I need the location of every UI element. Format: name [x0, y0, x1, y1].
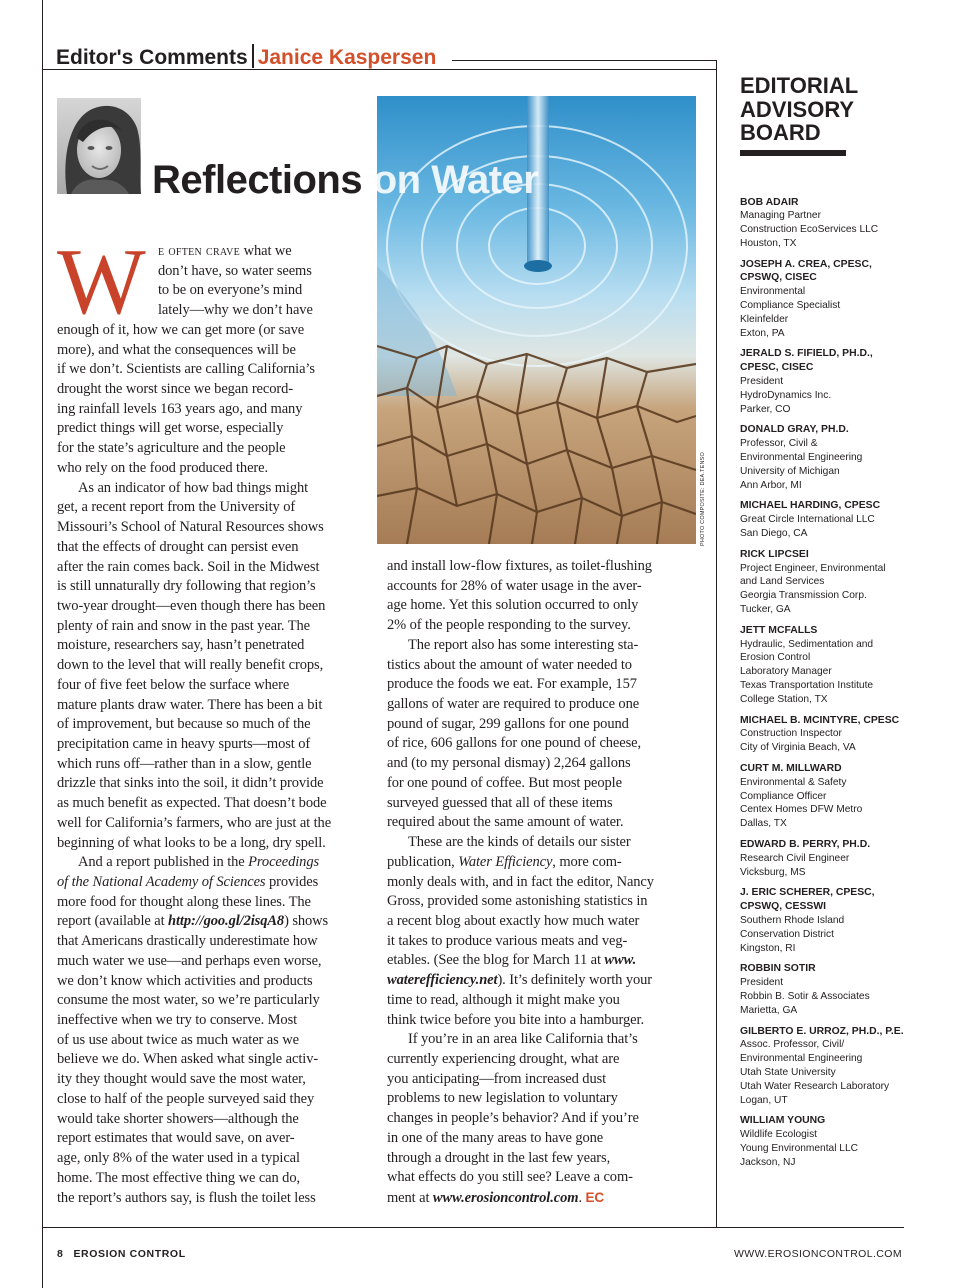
- board-member-name: GILBERTO E. URROZ, PH.D., P.E.: [740, 1025, 904, 1037]
- board-member-name: CPSWQ, CESSWI: [740, 901, 827, 913]
- text-line: of us use about twice as much water as we: [57, 1031, 299, 1048]
- board-member: [740, 1114, 910, 1169]
- text-line: get, a recent report from the University of: [57, 499, 296, 516]
- board-member-detail: Research Civil Engineer: [740, 852, 850, 864]
- text-line: pound of sugar, 299 gallons for one pound: [387, 715, 629, 732]
- sidebar-title: EDITORIAL ADVISORY BOARD: [740, 73, 859, 145]
- text-line: home. The most effective thing we can do,: [57, 1169, 301, 1186]
- board-member-detail: Compliance Officer: [740, 790, 827, 802]
- text-line: would take shorter showers—although the: [57, 1110, 299, 1127]
- board-member-detail: Exton, PA: [740, 327, 785, 339]
- board-member-name: J. ERIC SCHERER, CPESC,: [740, 887, 875, 899]
- text-line: etables. (See the blog for March 11 at www.: [387, 952, 637, 969]
- board-member: [740, 886, 910, 955]
- text-line: down to the level that will really benefit crops,: [57, 657, 324, 674]
- text-line: currently experiencing drought, what are: [387, 1050, 620, 1067]
- board-member-detail: Compliance Specialist: [740, 300, 841, 312]
- text-line: think twice before you bite into a hamburger.: [387, 1011, 644, 1028]
- board-member-detail: College Station, TX: [740, 693, 828, 705]
- board-member-detail: Vicksburg, MS: [740, 866, 806, 878]
- text-line: lately—why we don’t have: [158, 302, 313, 319]
- text-line: As an indicator of how bad things might: [78, 479, 309, 496]
- text-line: if we don’t. Scientists are calling California’s: [57, 361, 315, 378]
- text-line: age home. Yet this solution occurred to only: [387, 597, 639, 614]
- board-member: [740, 838, 910, 879]
- text-line: it takes to produce various meats and veg-: [387, 932, 628, 949]
- sidebar-title-rule: [740, 150, 846, 156]
- text-line: through a drought in the last few years,: [387, 1149, 611, 1166]
- board-member: [740, 624, 910, 707]
- column-header: [56, 44, 436, 72]
- text-line: 2% of the people responding to the survey.: [387, 617, 631, 634]
- text-line: close to half of the people surveyed said they: [57, 1090, 315, 1107]
- blog-link-part-2[interactable]: waterefficiency.net: [387, 972, 498, 989]
- board-member-detail: Assoc. Professor, Civil/: [740, 1039, 845, 1051]
- text-line: report (available at http://goo.gl/2isqA8) shows: [57, 913, 329, 930]
- text-line: gallons of water are required to produce one: [387, 696, 640, 713]
- board-member-detail: Conservation District: [740, 928, 834, 940]
- text-line: surveyed guessed that all of these items: [387, 794, 613, 811]
- text-line: you anticipating—from increased dust: [387, 1070, 607, 1087]
- board-member-name: EDWARD B. PERRY, PH.D.: [740, 838, 871, 850]
- board-member: [740, 347, 910, 416]
- title-part-1: Reflections: [152, 158, 363, 202]
- board-member: [740, 258, 910, 341]
- text-line: the report’s authors say, is flush the toilet less: [57, 1189, 316, 1206]
- text-line: which runs off—rather than in a slow, gentle: [57, 755, 312, 772]
- sidebar-divider-rule: [716, 60, 717, 1228]
- board-member: [740, 499, 910, 540]
- board-member-detail: Environmental: [740, 286, 806, 298]
- board-member-detail: Kingston, RI: [740, 942, 796, 954]
- text-line: plenty of rain and snow in the past year. The: [57, 617, 310, 634]
- board-member-detail: Robbin B. Sotir & Associates: [740, 990, 870, 1002]
- paragraph-5: [387, 636, 699, 833]
- board-member-detail: Texas Transportation Institute: [740, 680, 874, 691]
- board-member-detail: Wildlife Ecologist: [740, 1129, 817, 1141]
- board-member-name: CURT M. MILLWARD: [740, 762, 842, 774]
- board-member-name: WILLIAM YOUNG: [740, 1115, 826, 1127]
- board-member: [740, 962, 910, 1017]
- text-line: and (to my personal dismay) 2,264 gallons: [387, 755, 631, 772]
- website-link[interactable]: www.erosioncontrol.com: [432, 1190, 579, 1206]
- text-line: two-year drought—even though there has been: [57, 597, 326, 614]
- text-line: monly deals with, and in fact the editor, Nancy: [387, 873, 654, 890]
- text-line: mature plants draw water. There has been a bit: [57, 696, 323, 713]
- text-line: as much benefit as expected. That doesn’t bode: [57, 795, 327, 812]
- board-member-name: BOB ADAIR: [740, 196, 799, 208]
- text-line: don’t have, so water seems: [158, 262, 312, 279]
- text-line: what effects do you still see? Leave a com-: [387, 1169, 633, 1186]
- text-line: produce the foods we eat. For example, 157: [387, 676, 637, 693]
- title-part-2: on Water: [372, 158, 539, 202]
- board-member-detail: Logan, UT: [740, 1094, 788, 1106]
- board-member-detail: Marietta, GA: [740, 1004, 798, 1016]
- board-member: [740, 423, 910, 492]
- text-line: ineffective when we try to conserve. Most: [57, 1012, 298, 1029]
- text-line: for one pound of coffee. But most people: [387, 774, 622, 791]
- header-extension-rule: [452, 60, 717, 61]
- board-member-detail: Erosion Control: [740, 652, 811, 664]
- board-member-name: CPESC, CISEC: [740, 362, 814, 374]
- blog-link-part-1[interactable]: www.: [604, 952, 637, 969]
- text-line: is still unnaturally dry following that region’s: [57, 578, 316, 595]
- board-member-detail: Construction Inspector: [740, 728, 842, 740]
- text-line: that Americans drastically underestimate how: [57, 933, 318, 950]
- text-line: age, only 8% of the water used in a typical: [57, 1150, 300, 1167]
- board-member-detail: Environmental Engineering: [740, 452, 863, 464]
- text-line: that the effects of drought can persist even: [57, 538, 299, 555]
- board-member-detail: Great Circle International LLC: [740, 514, 875, 526]
- board-member: [740, 714, 910, 755]
- board-member-detail: Centex Homes DFW Metro: [740, 804, 863, 816]
- author-name: Janice Kaspersen: [257, 46, 437, 69]
- board-member-detail: University of Michigan: [740, 465, 840, 477]
- text-line: beginning of what looks to be a long, dry spell.: [57, 834, 326, 851]
- text-line: of improvement, but because so much of the: [57, 716, 311, 733]
- text-line: accounts for 28% of water usage in the aver-: [387, 577, 642, 594]
- board-member-detail: Hydraulic, Sedimentation and: [740, 638, 874, 650]
- article-column-2: [387, 557, 699, 1208]
- board-member-detail: Project Engineer, Environmental: [740, 562, 886, 574]
- text-line: report estimates that would save, on aver-: [57, 1130, 295, 1147]
- text-line: a recent blog about exactly how much water: [387, 912, 640, 929]
- board-member-detail: President: [740, 376, 784, 388]
- article-title: [152, 156, 538, 204]
- paragraph-7: [387, 1030, 699, 1207]
- board-member-name: JETT MCFALLS: [740, 624, 818, 636]
- footer-folio: [57, 1248, 186, 1260]
- text-line: ity they thought would save the most water,: [57, 1071, 306, 1088]
- text-line: problems to new legislation to voluntary: [387, 1090, 618, 1107]
- text-line: in one of the many areas to have gone: [387, 1129, 604, 1146]
- text-line: If you’re in an area like California that’s: [408, 1031, 638, 1048]
- left-margin-rule: [42, 0, 43, 1288]
- text-line: required about the same amount of water.: [387, 814, 624, 831]
- text-line: after the rain comes back. Soil in the Midwest: [57, 558, 320, 575]
- header-separator: [252, 44, 254, 68]
- board-member-detail: Professor, Civil &: [740, 438, 818, 450]
- board-member-name: RICK LIPCSEI: [740, 548, 809, 560]
- text-line: to be on everyone’s mind: [158, 282, 303, 299]
- end-mark: EC: [585, 1190, 605, 1205]
- board-member: [740, 762, 910, 831]
- text-line: enough of it, how we can get more (or save: [57, 321, 305, 338]
- board-member-detail: Houston, TX: [740, 237, 797, 249]
- text-line: of the National Academy of Sciences provides: [57, 874, 319, 890]
- board-member-detail: Tucker, GA: [740, 604, 791, 616]
- text-line: Missouri’s School of Natural Resources shows: [57, 519, 324, 536]
- text-line: changes in people’s behavior? And if you’re: [387, 1110, 639, 1127]
- text-line: precipitation came in heavy spurts—most of: [57, 735, 311, 752]
- editorial-advisory-board: [740, 74, 910, 1177]
- text-line: And a report published in the Proceedings: [78, 854, 320, 871]
- footer-rule: [42, 1227, 904, 1228]
- board-member-name: CPSWQ, CISEC: [740, 272, 817, 284]
- board-member-detail: Young Environmental LLC: [740, 1142, 858, 1154]
- text-line: much water we use—and perhaps even worse,: [57, 952, 322, 969]
- paragraph-3: [57, 853, 368, 1208]
- text-line: e often crave what we: [158, 243, 292, 259]
- board-member-detail: Environmental & Safety: [740, 776, 847, 788]
- text-line: ing rainfall levels 163 years ago, and many: [57, 400, 303, 417]
- publication-name: Water Efficiency: [458, 853, 553, 870]
- text-line: drought the worst since we began record-: [57, 381, 293, 398]
- text-line: of rice, 606 gallons for one pound of cheese,: [387, 735, 642, 752]
- board-member-detail: Kleinfelder: [740, 313, 789, 325]
- text-line: more), and what the consequences will be: [57, 341, 296, 358]
- text-line: moisture, researchers say, hasn’t penetrated: [57, 637, 305, 654]
- board-member-detail: Dallas, TX: [740, 818, 787, 830]
- paragraph-2: [57, 479, 368, 854]
- board-member-name: MICHAEL B. MCINTYRE, CPESC: [740, 714, 900, 726]
- text-line: tistics about the amount of water needed to: [387, 656, 632, 673]
- board-member-detail: San Diego, CA: [740, 528, 808, 540]
- board-member: [740, 548, 910, 617]
- board-member-name: JERALD S. FIFIELD, PH.D.,: [740, 348, 873, 360]
- report-link[interactable]: http://goo.gl/2isqA8: [168, 913, 285, 930]
- drop-cap: W: [57, 230, 146, 334]
- text-line: predict things will get worse, especially: [57, 420, 284, 437]
- board-member-detail: Georgia Transmission Corp.: [740, 590, 867, 602]
- board-member-detail: President: [740, 977, 784, 989]
- department-label: Editor's Comments: [56, 46, 248, 69]
- text-line: drizzle that sinks into the soil, it didn’t provide: [57, 775, 324, 792]
- text-line: more food for thought along these lines. The: [57, 893, 311, 910]
- text-line: we don’t know which activities and products: [57, 972, 313, 989]
- text-line: and install low-flow fixtures, as toilet-flushing: [387, 558, 652, 574]
- magazine-name: EROSION CONTROL: [73, 1248, 186, 1260]
- board-member-name: JOSEPH A. CREA, CPESC,: [740, 258, 872, 270]
- text-line: believe we do. When asked what single activ-: [57, 1051, 319, 1068]
- board-member-detail: Managing Partner: [740, 210, 821, 222]
- board-member-detail: HydroDynamics Inc.: [740, 389, 832, 401]
- board-member-detail: Utah State University: [740, 1066, 836, 1078]
- board-member-detail: and Land Services: [740, 576, 825, 588]
- text-line: for the state’s agriculture and the people: [57, 440, 286, 457]
- text-line: publication, Water Efficiency, more com-: [387, 853, 622, 870]
- text-line: well for California’s farmers, who are just at the: [57, 814, 332, 831]
- board-member-detail: Utah Water Research Laboratory: [740, 1080, 890, 1092]
- text-line: consume the most water, so we’re particularly: [57, 992, 320, 1009]
- board-member: [740, 1025, 910, 1108]
- author-photo: [57, 98, 141, 194]
- board-member-name: DONALD GRAY, PH.D.: [740, 424, 849, 436]
- photo-credit: PHOTO COMPOSITE: DEA.TENSO: [700, 451, 706, 546]
- board-member-detail: Parker, CO: [740, 403, 791, 415]
- board-member-name: MICHAEL HARDING, CPESC: [740, 500, 881, 512]
- text-line: The report also has some interesting sta-: [408, 636, 639, 653]
- text-line: Gross, provided some astonishing statistics in: [387, 893, 648, 910]
- text-line: four of five feet below the surface where: [57, 676, 290, 693]
- board-member-name: ROBBIN SOTIR: [740, 963, 816, 975]
- board-member-detail: City of Virginia Beach, VA: [740, 742, 856, 754]
- board-member: [740, 196, 910, 251]
- small-caps-lead: e often crave: [158, 243, 241, 259]
- board-member-detail: Ann Arbor, MI: [740, 479, 802, 491]
- text-line: ment at www.erosioncontrol.com. EC: [387, 1190, 605, 1206]
- text-line: waterefficiency.net). It’s definitely worth your: [387, 972, 653, 989]
- footer-website[interactable]: WWW.EROSIONCONTROL.COM: [733, 1248, 902, 1260]
- paragraph-6: [387, 833, 699, 1030]
- board-member-list: [740, 196, 910, 1170]
- board-member-detail: Laboratory Manager: [740, 666, 832, 678]
- text-line: These are the kinds of details our sister: [408, 834, 631, 851]
- page-number: 8: [57, 1248, 64, 1260]
- paragraph-4: [387, 557, 699, 636]
- article-column-1: [57, 230, 368, 1208]
- text-line: time to read, although it might make you: [387, 991, 620, 1008]
- board-member-detail: Environmental Engineering: [740, 1053, 863, 1065]
- board-member-detail: Southern Rhode Island: [740, 914, 845, 926]
- board-member-detail: Jackson, NJ: [740, 1156, 796, 1168]
- text-line: who rely on the food produced there.: [57, 459, 269, 476]
- board-member-detail: Construction EcoServices LLC: [740, 224, 879, 236]
